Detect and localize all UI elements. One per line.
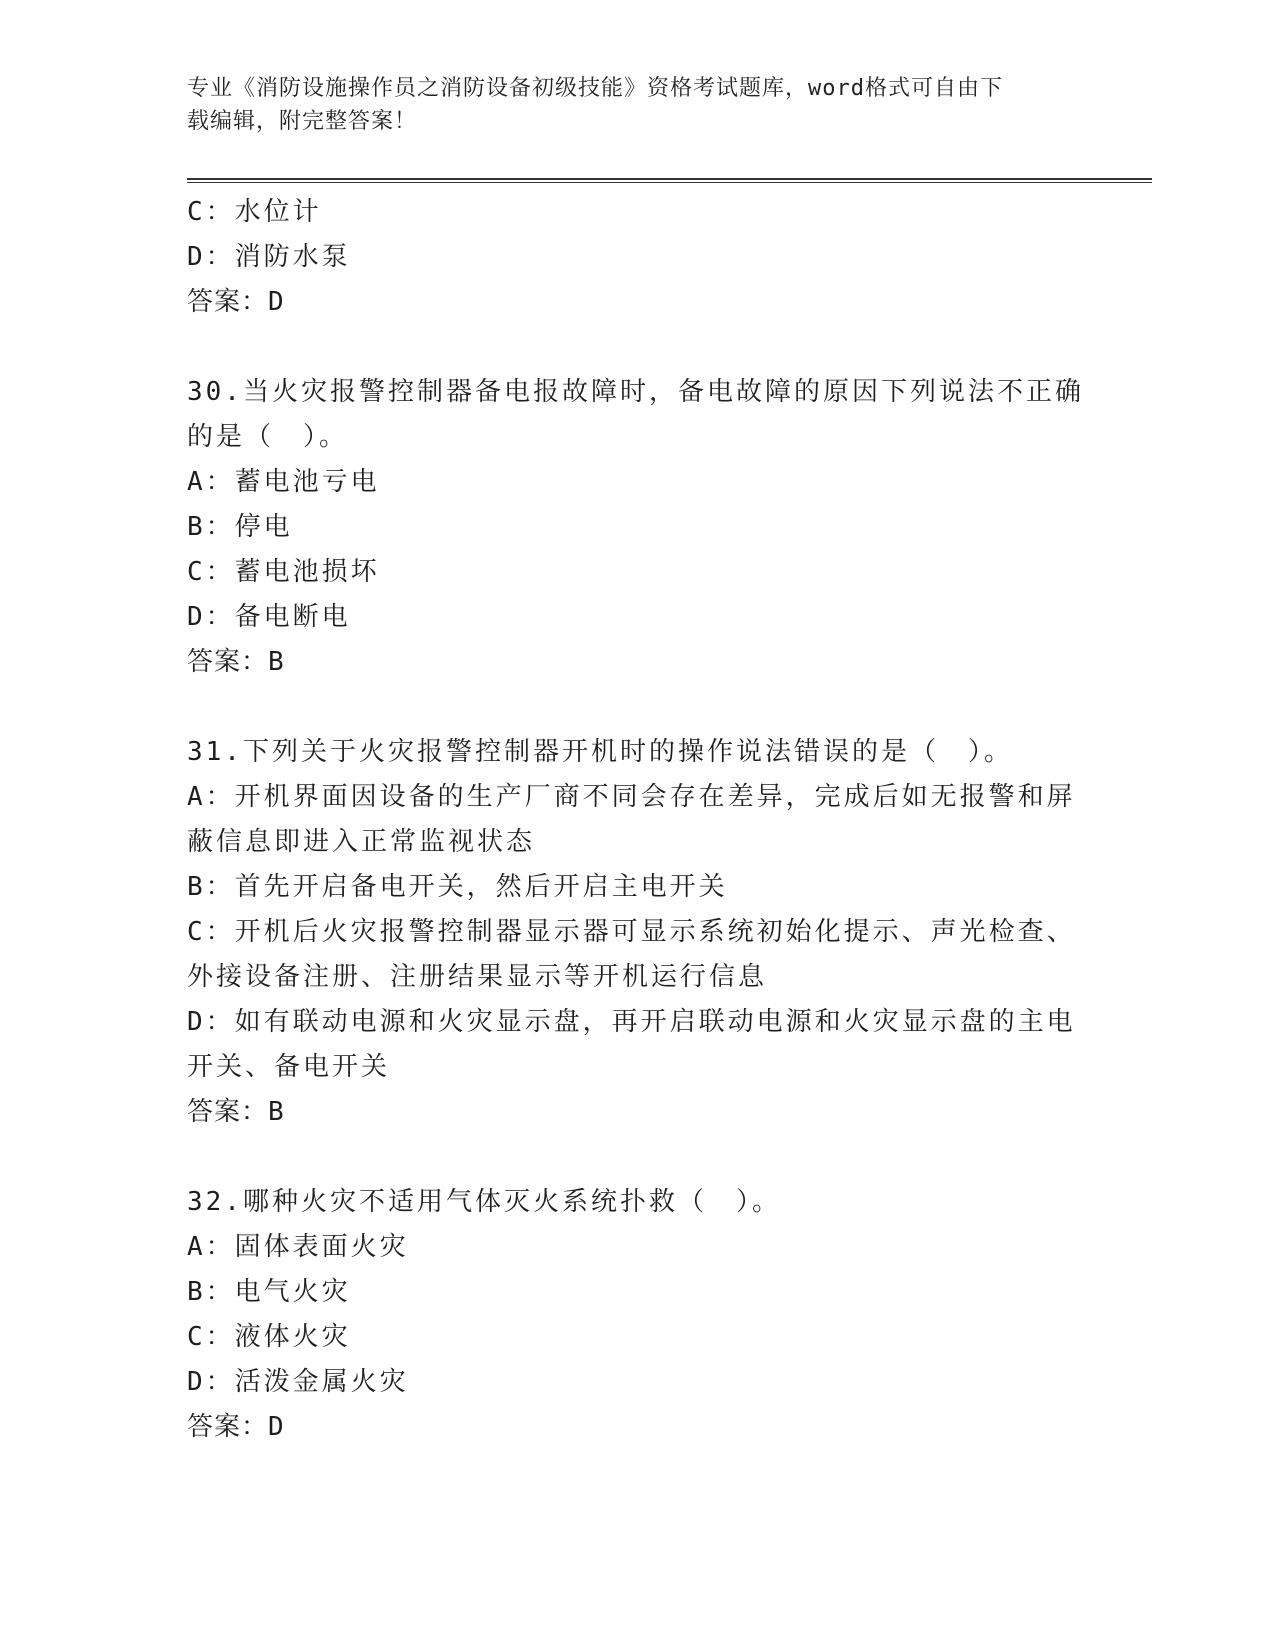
question-32 <box>187 1180 1087 1450</box>
header-line-2: 载编辑，附完整答案！ <box>187 109 418 134</box>
document-header <box>187 72 1067 138</box>
option-d: D：活泼金属火灾 <box>187 1367 409 1397</box>
option-b: B：首先开启备电开关，然后开启主电开关 <box>187 872 728 902</box>
option-c-continued: 外接设备注册、注册结果显示等开机运行信息 <box>187 962 768 992</box>
answer: 答案：D <box>187 287 285 317</box>
header-divider-thin <box>187 182 1152 183</box>
answer: 答案：B <box>187 1097 285 1127</box>
header-line-1: 专业《消防设施操作员之消防设备初级技能》资格考试题库，word格式可自由下 <box>187 76 1003 101</box>
option-c: C：开机后火灾报警控制器显示器可显示系统初始化提示、声光检查、 <box>187 917 1076 947</box>
answer: 答案：B <box>187 647 285 677</box>
question-stem-line: 30.当火灾报警控制器备电报故障时，备电故障的原因下列说法不正确 <box>187 377 1084 407</box>
option-b: B：停电 <box>187 512 293 542</box>
option-a-continued: 蔽信息即进入正常监视状态 <box>187 827 536 857</box>
answer: 答案：D <box>187 1412 285 1442</box>
option-b: B：电气火灾 <box>187 1277 351 1307</box>
spacer <box>187 685 1087 730</box>
option-d-continued: 开关、备电开关 <box>187 1052 391 1082</box>
spacer <box>187 325 1087 370</box>
option-a: A：固体表面火灾 <box>187 1232 409 1262</box>
option-d: D：备电断电 <box>187 602 351 632</box>
option-a: A：蓄电池亏电 <box>187 467 380 497</box>
question-29-continued <box>187 190 1087 325</box>
question-31 <box>187 730 1087 1135</box>
option-c: C：水位计 <box>187 197 322 227</box>
question-list <box>187 190 1087 1450</box>
option-a: A：开机界面因设备的生产厂商不同会存在差异，完成后如无报警和屏 <box>187 782 1076 812</box>
question-stem-line: 的是（ ）。 <box>187 422 349 452</box>
question-30 <box>187 370 1087 685</box>
option-c: C：蓄电池损坏 <box>187 557 380 587</box>
question-stem-line: 32.哪种火灾不适用气体灭火系统扑救（ ）。 <box>187 1187 781 1217</box>
option-d: D：如有联动电源和火灾显示盘，再开启联动电源和火灾显示盘的主电 <box>187 1007 1076 1037</box>
option-c: C：液体火灾 <box>187 1322 351 1352</box>
header-divider-thick <box>187 178 1152 180</box>
spacer <box>187 1135 1087 1180</box>
option-d: D：消防水泵 <box>187 242 351 272</box>
question-stem-line: 31.下列关于火灾报警控制器开机时的操作说法错误的是（ ）。 <box>187 737 1013 767</box>
